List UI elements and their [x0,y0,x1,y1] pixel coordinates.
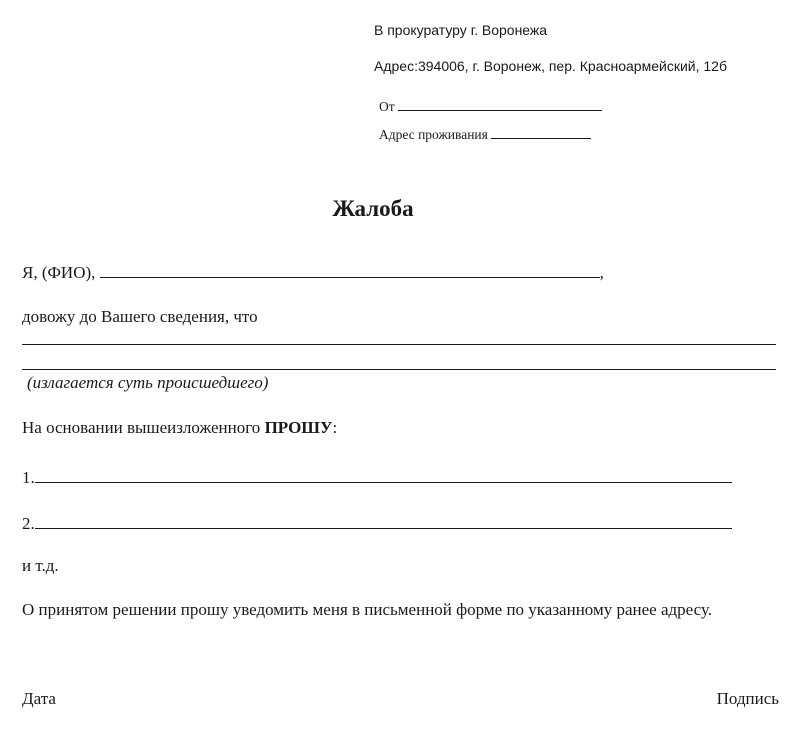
fio-label: Я, (ФИО), [22,262,96,282]
request-colon: : [332,418,338,437]
item-2-blank-line [35,510,732,529]
residence-blank-line [491,124,591,139]
final-paragraph: О принятом решении прошу уведомить меня в письменной форме по указанному ранее адресу. [22,600,713,619]
item-1-number: 1. [22,467,35,487]
residence-field-row [379,124,591,143]
from-blank-line [398,96,602,111]
etc-text: и т.д. [22,556,59,575]
request-item-1 [22,464,732,488]
statement-blank-line-2 [22,369,776,370]
fio-row [22,259,604,283]
fio-comma: , [599,262,604,282]
recipient-address: Адрес:394006, г. Воронеж, пер. Красноармейский, 12б [374,58,727,74]
date-label: Дата [22,689,56,708]
from-label: От [379,99,395,115]
request-item-2 [22,510,732,534]
item-2-number: 2. [22,513,35,533]
item-1-blank-line [35,464,732,483]
inform-text: довожу до Вашего сведения, что [22,307,258,326]
from-field-row [379,96,602,115]
signature-label: Подпись [716,689,779,708]
recipient-line: В прокуратуру г. Воронежа [374,22,548,38]
statement-blank-line-1 [22,344,776,345]
statement-hint: (излагается суть происшедшего) [27,373,269,392]
request-bold: ПРОШУ [264,418,333,437]
document-title: Жалоба [332,196,414,221]
residence-label: Адрес проживания [379,127,488,143]
fio-blank-line [100,259,600,278]
request-heading [22,418,337,438]
request-prefix: На основании вышеизложенного [22,418,261,437]
